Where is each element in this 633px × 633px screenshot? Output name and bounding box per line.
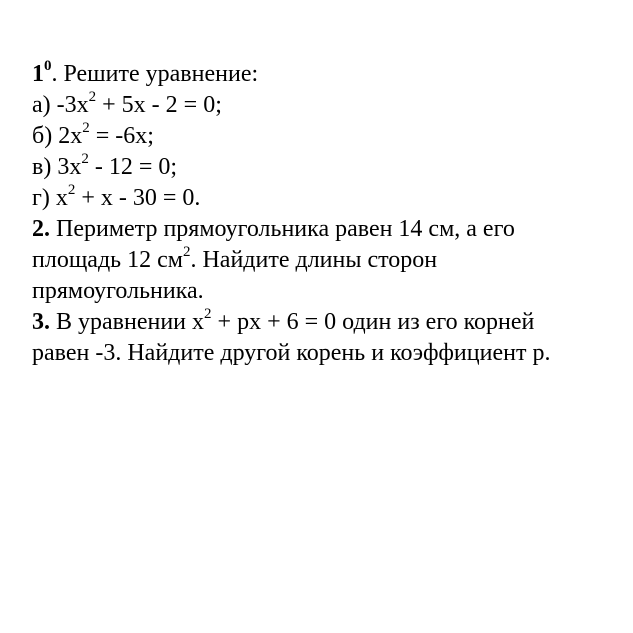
- task2-text-2-pre: площадь 12 см: [32, 247, 183, 273]
- task3-text-1-pre: В уравнении x: [50, 309, 205, 335]
- task1-item-g-pre: г) x: [32, 185, 68, 211]
- task3-exponent: 2: [204, 306, 212, 322]
- task3-line-2: равен -3. Найдите другой корень и коэффициент p.: [32, 340, 551, 366]
- task2-line-2: [32, 245, 613, 276]
- task2-text-1: Периметр прямоугольника равен 14 см, а его: [50, 216, 515, 242]
- task1-item-g-post: + x - 30 = 0.: [75, 185, 201, 211]
- task1-item-b-exponent: 2: [82, 120, 90, 136]
- task2-unit-exponent: 2: [182, 244, 191, 260]
- task1-item-g: [32, 183, 613, 214]
- task2-text-2-post: . Найдите длины сторон: [190, 247, 438, 273]
- task1-number: 1: [32, 61, 44, 87]
- task2-number: 2.: [32, 216, 50, 242]
- task1-item-b-pre: б) 2x: [32, 123, 83, 149]
- task1-item-b: [32, 121, 613, 152]
- task1-item-a: [32, 90, 613, 121]
- task3-text-1-post: + px + 6 = 0 один из его корней: [211, 309, 535, 335]
- task1-item-v-post: - 12 = 0;: [88, 154, 178, 180]
- task1-item-a-exponent: 2: [88, 89, 97, 105]
- task1-item-g-exponent: 2: [67, 182, 76, 198]
- task3-number: 3.: [32, 309, 50, 335]
- task1-item-a-post: + 5x - 2 = 0;: [96, 92, 222, 118]
- task2-line-1: [32, 214, 613, 245]
- task1-item-v-exponent: 2: [81, 151, 89, 167]
- task1-heading: [32, 59, 613, 90]
- task1-item-v-pre: в) 3x: [32, 154, 82, 180]
- task2-line-3: прямоугольника.: [32, 278, 204, 304]
- task1-number-superscript: 0: [44, 58, 52, 74]
- task1-item-b-post: = -6x;: [89, 123, 154, 149]
- task3-line-1: [32, 307, 613, 338]
- task1-item-a-pre: а) -3x: [32, 92, 89, 118]
- task1-item-v: [32, 152, 613, 183]
- task1-title: . Решите уравнение:: [51, 61, 259, 87]
